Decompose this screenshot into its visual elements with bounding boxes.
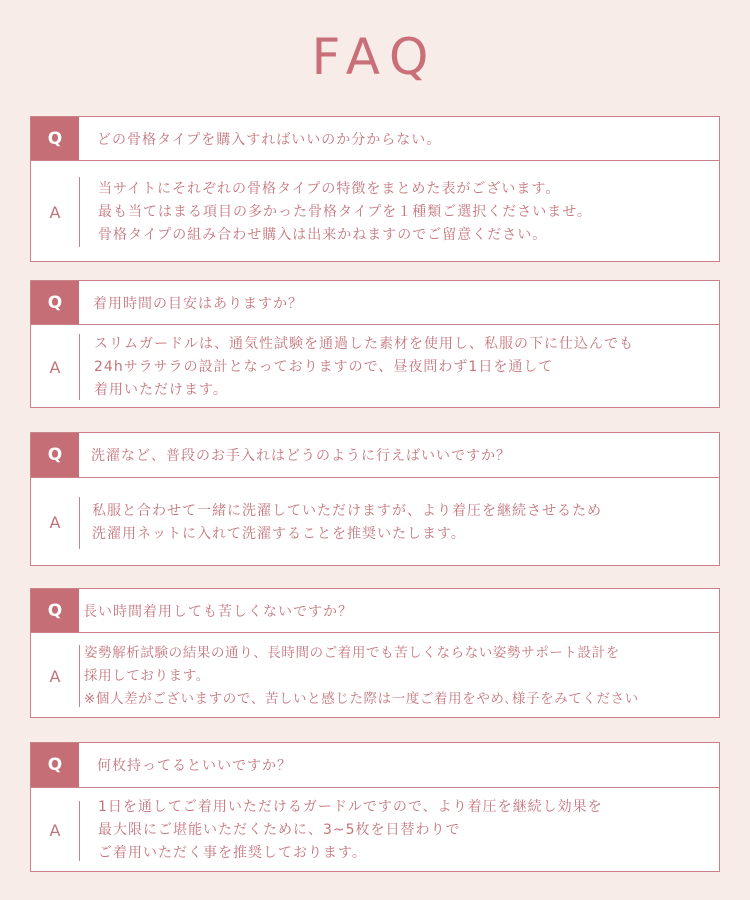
answer-row [31,478,719,567]
faq-item [30,432,720,566]
question-row[interactable] [31,433,719,478]
answer-row [31,325,719,409]
answer-text: 1日を通してご着用いただけるガードルですので、より着圧を継続し効果を 最大限にご堪能いただくために、3~5枚を日替わりで ご着用いただく事を推奨しております。 [98,799,603,861]
faq-item [30,116,720,262]
question-text: 洗濯など、普段のお手入れはどうのように行えばいいですか？ [91,448,511,464]
a-label: A [49,357,61,377]
a-label: A [49,821,61,840]
q-badge: Q [31,281,79,324]
q-badge: Q [31,117,79,160]
question-text: どの骨格タイプを購入すればいいのか分からない。 [97,131,442,148]
answer-text: スリムガードルは、通気性試験を通過した素材を使用し、私服の下に仕込んでも 24hサラサラの設計となっておりますので、昼夜問わず1日を通して 着用いただけます。 [94,335,634,398]
answer-row [31,633,719,719]
faq-item [30,588,720,718]
question-text: 着用時間の目安はありますか？ [93,295,303,312]
a-label: A [49,202,61,222]
answer-text: 私服と合わせて一緒に洗濯していただけますが、より着圧を継続させるため 洗濯用ネットに入れて洗濯することを推奨いたします。 [92,502,602,542]
q-badge: Q [31,433,79,477]
faq-item [30,742,720,872]
page-title: FAQ [311,28,439,86]
question-row[interactable] [31,589,719,633]
question-text: 長い時間着用しても苦しくないですか？ [83,603,353,620]
answer-text: 当サイトにそれぞれの骨格タイプの特徴をまとめた表がございます。 最も当てはまる項目の多かった骨格タイプを１種類ご選択くださいませ。 骨格タイプの組み合わせ購入は出来かねますのでご留意ください。 [98,180,592,243]
question-row[interactable] [31,281,719,325]
answer-row [31,161,719,263]
question-text: 何枚持ってるといいですか？ [97,758,292,774]
q-badge: Q [31,589,79,632]
answer-row [31,788,719,873]
answer-text: 姿勢解析試験の結果の通り、長時間のご着用でも苦しくならない姿勢サポート設計を 採用しております。 ※個人差がございますので、苦しいと感じた際は一度ご着用をやめ､様子をみてください [84,644,639,707]
question-row[interactable] [31,117,719,161]
q-badge: Q [31,743,79,787]
question-row[interactable] [31,743,719,788]
a-label: A [49,666,61,686]
a-label: A [49,513,61,532]
faq-item [30,280,720,408]
